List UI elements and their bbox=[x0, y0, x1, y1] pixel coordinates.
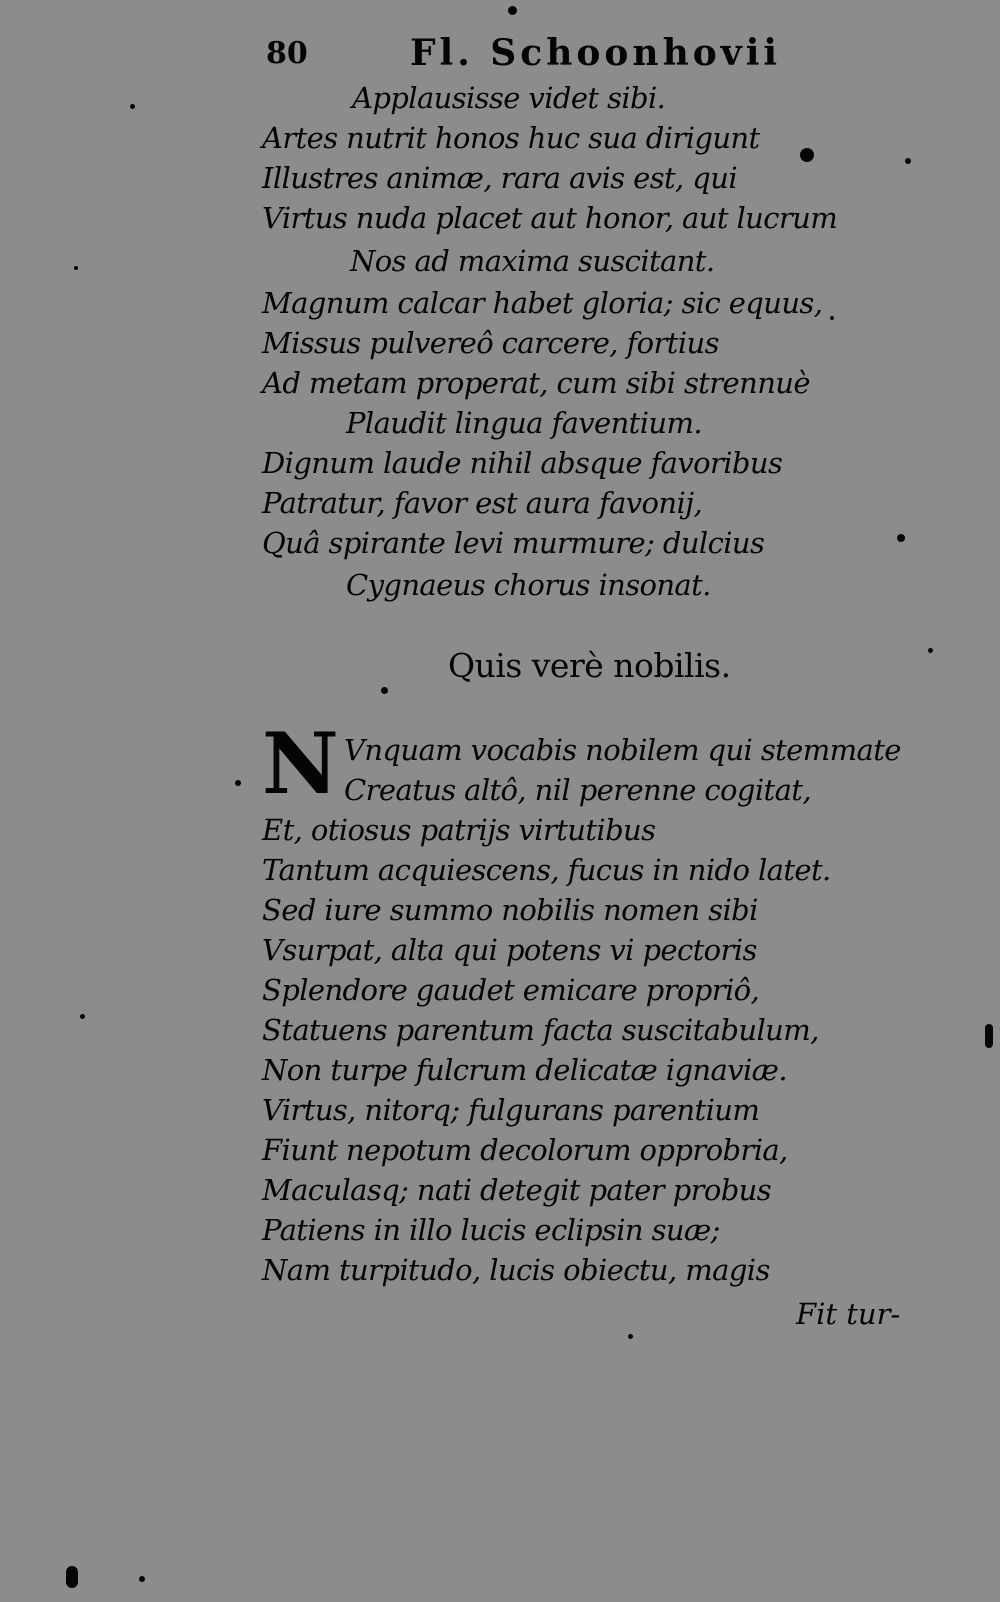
ink-speck bbox=[897, 534, 905, 542]
verse-line: Non turpe fulcrum delicatæ ignaviæ. bbox=[262, 1053, 787, 1087]
ink-speck bbox=[905, 158, 911, 164]
verse-line: Nos ad maxima suscitant. bbox=[350, 244, 715, 278]
verse-line: Missus pulvereô carcere, fortius bbox=[262, 326, 719, 360]
verse-line: Creatus altô, nil perenne cogitat, bbox=[344, 773, 811, 807]
verse-line: Maculasq; nati detegit pater probus bbox=[262, 1173, 772, 1207]
verse-line: Vsurpat, alta qui potens vi pectoris bbox=[262, 933, 757, 967]
ink-speck bbox=[928, 648, 933, 653]
verse-line: Ad metam properat, cum sibi strennuè bbox=[262, 366, 810, 400]
ink-speck bbox=[80, 1014, 85, 1019]
ink-speck bbox=[830, 316, 834, 320]
verse-line: Sed iure summo nobilis nomen sibi bbox=[262, 893, 758, 927]
ink-speck bbox=[985, 1024, 993, 1048]
ink-speck bbox=[800, 148, 814, 162]
catchword: Fit tur- bbox=[796, 1297, 901, 1331]
verse-line: Artes nutrit honos huc sua dirigunt bbox=[262, 121, 760, 155]
verse-line: Splendore gaudet emicare propriô, bbox=[262, 973, 760, 1007]
verse-line: Statuens parentum facta suscitabulum, bbox=[262, 1013, 819, 1047]
verse-line: Plaudit lingua faventium. bbox=[346, 406, 703, 440]
ink-speck bbox=[66, 1566, 78, 1588]
verse-line: Vnquam vocabis nobilem qui stemmate bbox=[344, 733, 901, 767]
verse-line: Patratur, favor est aura favonij, bbox=[262, 486, 703, 520]
ink-speck bbox=[139, 1576, 145, 1582]
ink-speck bbox=[628, 1334, 633, 1339]
verse-line: Dignum laude nihil absque favoribus bbox=[262, 446, 783, 480]
verse-line: Tantum acquiescens, fucus in nido latet. bbox=[262, 853, 831, 887]
drop-cap-initial: N bbox=[262, 714, 339, 813]
verse-line: Patiens in illo lucis eclipsin suæ; bbox=[262, 1213, 720, 1247]
verse-line: Virtus nuda placet aut honor, aut lucrum bbox=[262, 201, 838, 235]
verse-line: Applausisse videt sibi. bbox=[352, 81, 666, 115]
verse-line: Illustres animæ, rara avis est, qui bbox=[262, 161, 738, 195]
verse-line: Et, otiosus patrijs virtutibus bbox=[262, 813, 656, 847]
verse-line: Nam turpitudo, lucis obiectu, magis bbox=[262, 1253, 770, 1287]
verse-line: Quâ spirante levi murmure; dulcius bbox=[262, 526, 765, 560]
ink-speck bbox=[235, 780, 241, 786]
ink-speck bbox=[508, 6, 517, 15]
section-title: Quis verè nobilis. bbox=[448, 646, 731, 685]
running-head: Fl. Schoonhovii bbox=[410, 32, 782, 74]
ink-speck bbox=[74, 266, 78, 270]
verse-line: Cygnaeus chorus insonat. bbox=[346, 568, 711, 602]
ink-speck bbox=[381, 687, 388, 694]
ink-speck bbox=[130, 104, 135, 109]
folio-page-number: 80 bbox=[266, 36, 308, 71]
verse-line: Virtus, nitorq; fulgurans parentium bbox=[262, 1093, 760, 1127]
verse-line: Fiunt nepotum decolorum opprobria, bbox=[262, 1133, 788, 1167]
verse-line: Magnum calcar habet gloria; sic equus, bbox=[262, 286, 823, 320]
